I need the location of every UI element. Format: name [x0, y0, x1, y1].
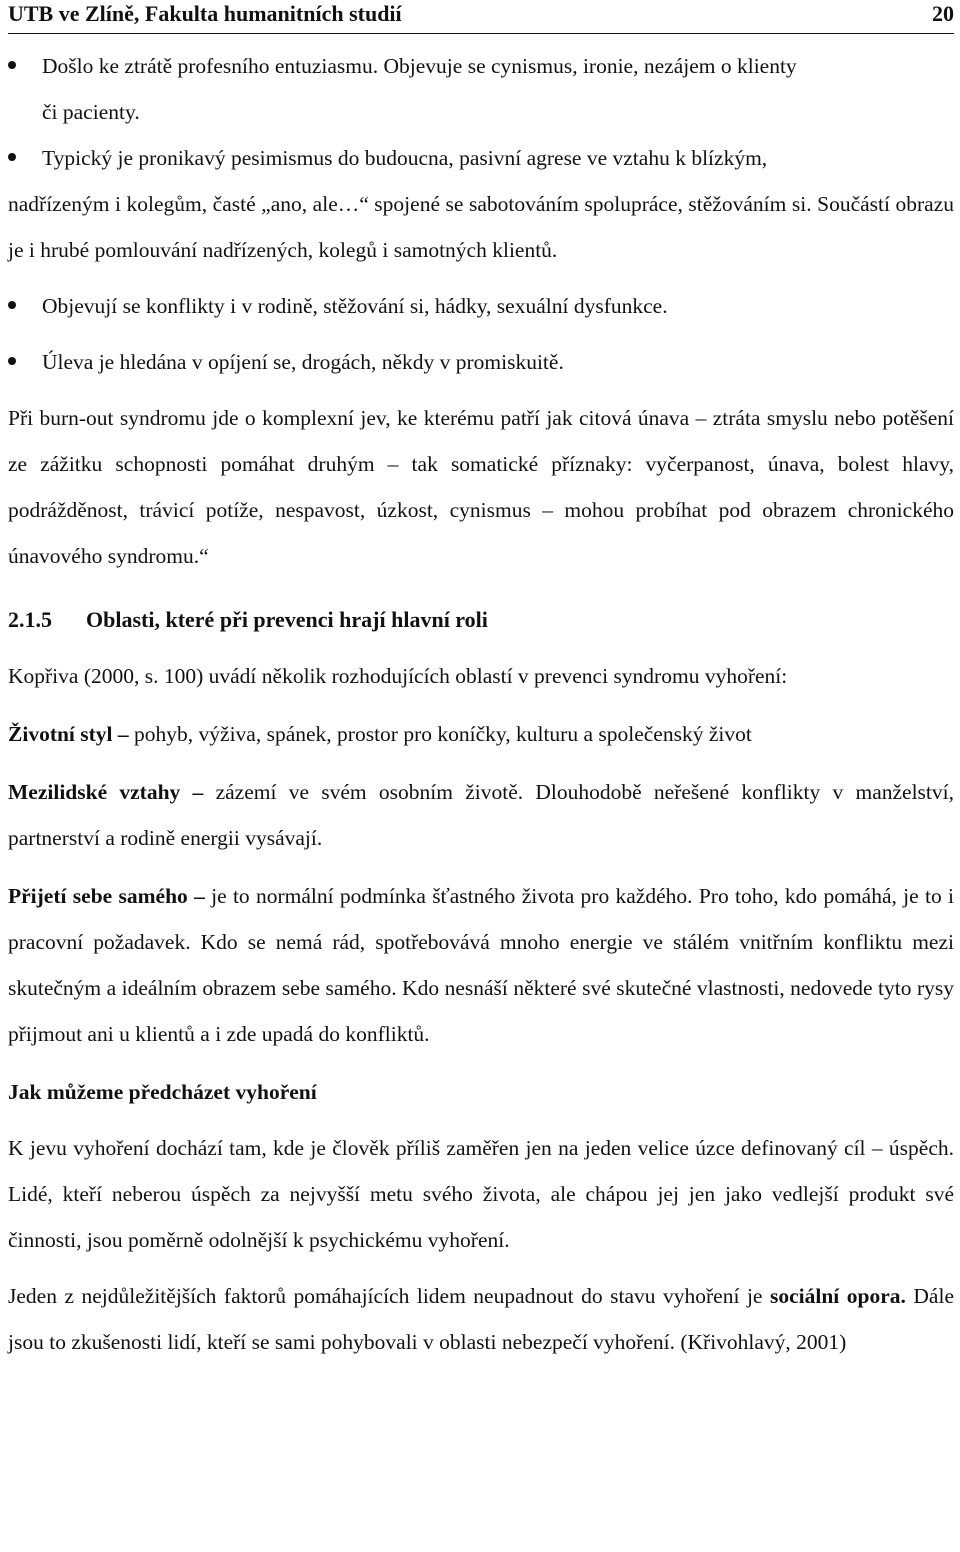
area-relationships — [8, 769, 954, 861]
section-heading — [8, 597, 954, 643]
list-item — [8, 43, 954, 135]
area-self-acceptance — [8, 873, 954, 1057]
list-item-text: Došlo ke ztrátě profesního entuziasmu. Objevuje se cynismus, ironie, nezájem o klienty — [42, 54, 797, 78]
paragraph-social-support — [8, 1273, 954, 1365]
page-number: 20 — [932, 1, 954, 26]
list-item-continuation: či pacienty. — [42, 100, 140, 124]
paragraph-burnout: Při burn-out syndromu jde o komplexní jev, ke kterému patří jak citová únava – ztráta smyslu nebo potěšení ze zážitku schopnosti pomáhat druhým – tak somatické příznaky: vyčerpanost, únava, bolest hlavy, podrážděnost, trávicí potíže, nespavost, úzkost, cynismus – mohou probíhat pod obrazem chronického únavového syndromu.“ — [8, 406, 954, 568]
area-text: je to normální podmínka šťastného života pro každého. Pro toho, kdo pomáhá, je to i pracovní požadavek. Kdo se nemá rád, spotřebovává mnoho energie ve stálém vnitřním konfliktu mezi skutečným a ideálním obrazem sebe samého. Kdo nesnáší některé své skutečné vlastnosti, nedovede tyto rysy přijmout ani u klientů a i zde upadá do konfliktů. — [8, 884, 954, 1046]
area-lifestyle — [8, 711, 954, 757]
list-item — [8, 339, 954, 385]
bullet-icon — [8, 61, 16, 69]
symptom-list — [8, 43, 954, 385]
header-title: UTB ve Zlíně, Fakulta humanitních studií — [8, 1, 402, 26]
bullet-icon — [8, 153, 16, 161]
area-term: Mezilidské vztahy – — [8, 780, 204, 804]
bullet-icon — [8, 301, 16, 309]
paragraph-intro: Kopřiva (2000, s. 100) uvádí několik rozhodujících oblastí v prevenci syndromu vyhoření: — [8, 664, 788, 688]
list-item-continuation: nadřízeným i kolegům, časté „ano, ale…“ spojené se sabotováním spolupráce, stěžováním si. Součástí obrazu je i hrubé pomlouvání nadřízených, kolegů i samotných klientů. — [8, 192, 954, 262]
bullet-icon — [8, 357, 16, 365]
list-item-text: Úleva je hledána v opíjení se, drogách, někdy v promiskuitě. — [42, 350, 564, 374]
section-number: 2.1.5 — [8, 607, 52, 632]
support-text-bold: sociální opora. — [769, 1284, 906, 1308]
area-text: zázemí ve svém osobním životě. Dlouhodobě neřešené konflikty v manželství, partnerství a rodině energii vysávají. — [8, 780, 954, 850]
paragraph-prevention: K jevu vyhoření dochází tam, kde je člověk příliš zaměřen jen na jeden velice úzce definovaný cíl – úspěch. Lidé, kteří neberou úspěch za nejvyšší metu svého života, ale chápou jej jen jako vedlejší produkt své činnosti, jsou poměrně odolnější k psychickému vyhoření. — [8, 1136, 954, 1252]
list-item-text: Typický je pronikavý pesimismus do budoucna, pasivní agrese ve vztahu k blízkým, — [42, 146, 768, 170]
list-item — [8, 135, 954, 273]
area-term: Životní styl – — [8, 722, 129, 746]
list-item — [8, 283, 954, 329]
support-text-after: Dále jsou to zkušenosti lidí, kteří se sami pohybovali v oblasti nebezpečí vyhoření. (Křivohlavý, 2001) — [8, 1284, 954, 1354]
section-title: Oblasti, které při prevenci hrají hlavní roli — [86, 607, 488, 632]
area-term: Přijetí sebe samého – — [8, 884, 205, 908]
support-text-before: Jeden z nejdůležitějších faktorů pomáhajících lidem neupadnout do stavu vyhoření je — [8, 1284, 770, 1308]
list-item-text: Objevují se konflikty i v rodině, stěžování si, hádky, sexuální dysfunkce. — [42, 294, 668, 318]
area-text: pohyb, výživa, spánek, prostor pro koníčky, kulturu a společenský život — [128, 722, 752, 746]
page-header — [8, 0, 954, 34]
subheading — [8, 1069, 954, 1115]
subheading-text: Jak můžeme předcházet vyhoření — [8, 1080, 317, 1104]
